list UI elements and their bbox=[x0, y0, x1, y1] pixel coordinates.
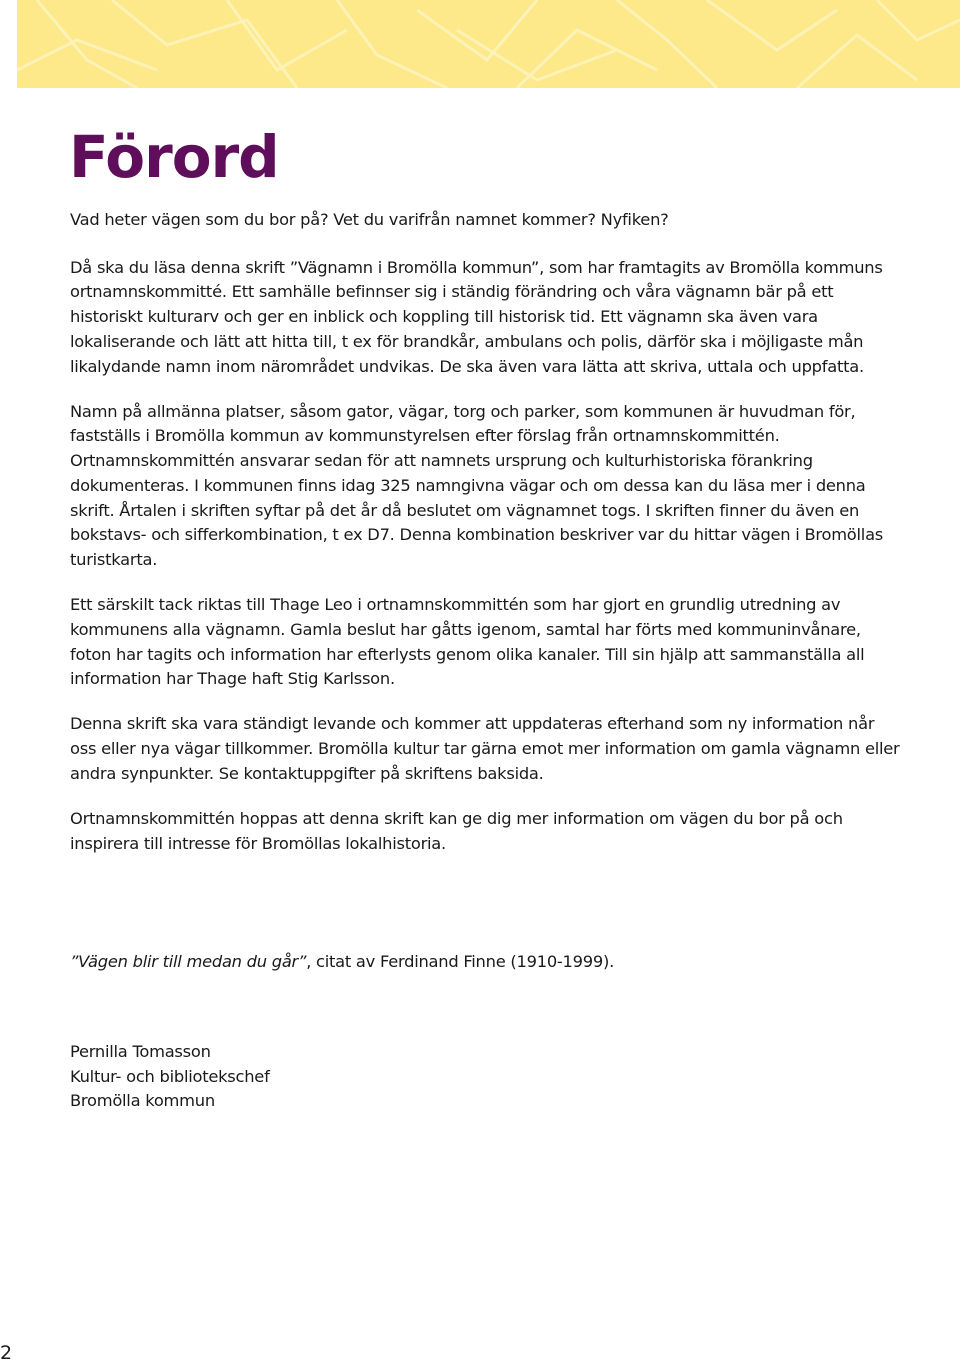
signature-org: Bromölla kommun bbox=[70, 1091, 215, 1111]
foreword-body bbox=[70, 208, 900, 877]
paragraph-intro: Vad heter vägen som du bor på? Vet du varifrån namnet kommer? Nyfiken? bbox=[70, 210, 669, 229]
signature-role: Kultur- och bibliotekschef bbox=[70, 1066, 270, 1086]
signature-block bbox=[70, 1040, 270, 1114]
signature-name: Pernilla Tomasson bbox=[70, 1042, 211, 1061]
paragraph-thanks: Ett särskilt tack riktas till Thage Leo i ortnamnskommittén som har gjort en grundlig utredning av kommunens alla vägnamn. Gamla beslut har gåtts igenom, samtal har förts med kommuninvånare, foton har tagits och information har efterlysts genom olika kanaler. Till sin hjälp att sammanställa all information har Thage haft Stig Karlsson. bbox=[70, 595, 865, 689]
page-number: 2 bbox=[0, 1342, 13, 1364]
paragraph-closing: Ortnamnskommittén hoppas att denna skrift kan ge dig mer information om vägen du bor på och inspirera till intresse för Bromöllas lokalhistoria. bbox=[70, 809, 843, 853]
quote-text: ”Vägen blir till medan du går” bbox=[70, 952, 307, 971]
paragraph-updates: Denna skrift ska vara ständigt levande och kommer att uppdateras efterhand som ny information når oss eller nya vägar tillkommer. Bromölla kultur tar gärna emot mer information om gamla vägnamn eller andra synpunkter. Se kontaktuppgifter på skriftens baksida. bbox=[70, 714, 900, 783]
quote-attribution: , citat av Ferdinand Finne (1910-1999). bbox=[306, 952, 615, 971]
header-banner bbox=[17, 0, 960, 88]
banner-pattern bbox=[17, 0, 960, 88]
paragraph-naming: Namn på allmänna platser, såsom gator, vägar, torg och parker, som kommunen är huvudman för, fastställs i Bromölla kommun av kommunstyrelsen efter förslag från ortnamnskommittén. Ortnamnskommittén ansvarar sedan för att namnets ursprung och kulturhistoriska förankring dokumenteras. I kommunen finns idag 325 namngivna vägar och om dessa kan du läsa mer i denna skrift. Årtalen i skriften syftar på det år då beslutet om vägnamnet togs. I skriften finner du även en bokstavs- och sifferkombination, t ex D7. Denna kombination beskriver var du hittar vägen i Bromöllas turistkarta. bbox=[70, 401, 884, 569]
page-title: Förord bbox=[69, 123, 279, 191]
paragraph-purpose: Då ska du läsa denna skrift ”Vägnamn i Bromölla kommun”, som har framtagits av Bromölla kommuns ortnamnskommitté. Ett samhälle befinnser sig i ständig förändring och våra vägnamn bär på ett historiskt kulturarv och ger en inblick och koppling till historisk tid. Ett vägnamn ska även vara lokaliserande och lätt att hitta till, t ex för brandkår, ambulans och polis, därför ska i möjligaste mån likalydande namn inom närområdet undvikas. De ska även vara lätta att skriva, uttala och uppfatta. bbox=[70, 257, 883, 376]
quote bbox=[70, 950, 900, 975]
